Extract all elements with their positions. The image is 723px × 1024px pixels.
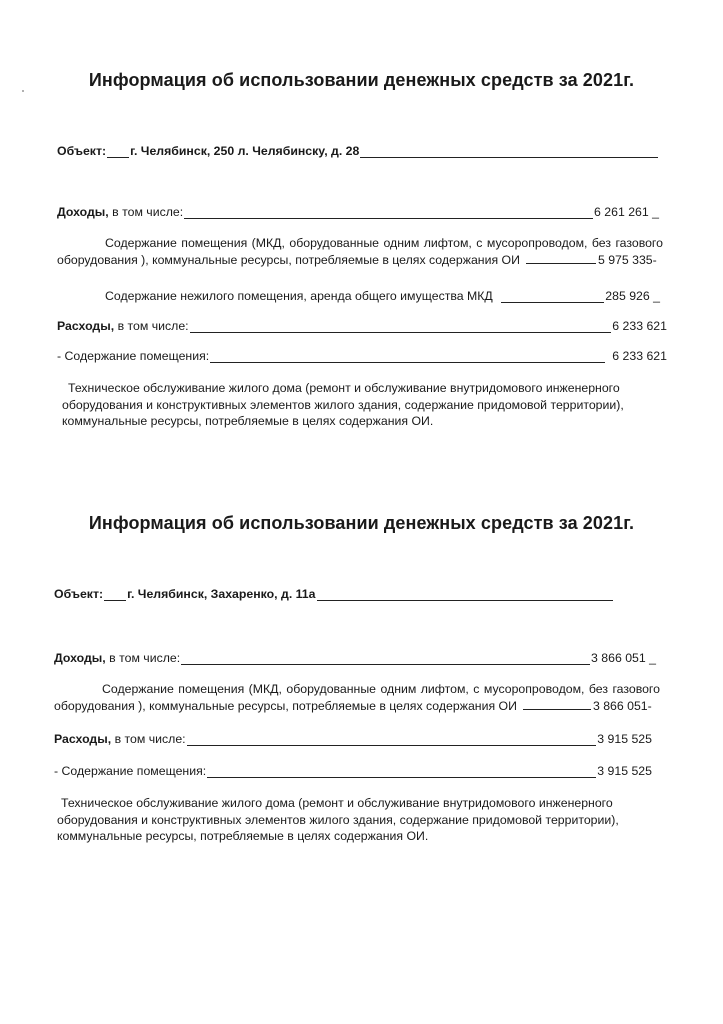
section-2-maint-row — [54, 763, 652, 780]
section-2-income-row — [54, 650, 656, 667]
section-1-item-1 — [57, 235, 663, 268]
underline — [317, 588, 614, 601]
maint-label: - Содержание помещения: — [54, 764, 207, 778]
section-1-expense-row — [57, 318, 667, 335]
section-2-object-row — [54, 586, 614, 603]
underline — [360, 145, 658, 158]
section-1-item-2 — [105, 288, 660, 305]
object-label: Объект: — [57, 144, 107, 158]
underline — [181, 652, 590, 665]
underline — [104, 588, 126, 601]
expense-label: Расходы, — [57, 319, 115, 333]
underline — [190, 320, 612, 333]
maint-value: 6 233 621 — [612, 349, 667, 363]
underline — [207, 765, 596, 778]
income-suffix: в том числе: — [109, 651, 181, 665]
income-label: Доходы, — [57, 205, 109, 219]
section-1-title: Информация об использовании денежных средств за 2021г. — [88, 70, 635, 90]
section-1-object-row — [57, 143, 659, 160]
underline — [523, 699, 591, 710]
expense-value: 3 915 525 — [597, 732, 652, 746]
object-value: г. Челябинск, 250 л. Челябинску, д. 28 — [130, 144, 360, 158]
item-2-text: Содержание нежилого помещения, аренда общего имущества МКД — [105, 289, 493, 303]
expense-suffix: в том числе: — [114, 732, 186, 746]
underline — [187, 733, 597, 746]
income-value: 6 261 261 _ — [594, 205, 659, 219]
section-2-title: Информация об использовании денежных средств за 2021г. — [88, 513, 635, 533]
item-2-value: 285 926 _ — [605, 289, 660, 303]
underline — [526, 253, 596, 264]
maint-value: 3 915 525 — [597, 764, 652, 778]
object-label: Объект: — [54, 587, 104, 601]
item-1-value: 3 866 051- — [592, 698, 652, 713]
income-suffix: в том числе: — [112, 205, 184, 219]
item-1-text: Содержание помещения (МКД, оборудованные одним лифтом, с мусоропроводом, без газового оборудования ), коммунальные ресурсы, потребляемые в целях содержания ОИ — [57, 236, 663, 267]
underline — [501, 290, 605, 303]
section-2-description: Техническое обслуживание жилого дома (ремонт и обслуживание внутридомового инженерного оборудования и конструктивных элементов жилого здания, содержание придомовой территории), коммунальные ресурсы, потребляемые в целях содержания ОИ. — [57, 796, 619, 844]
section-2-item-1 — [54, 681, 660, 714]
income-value: 3 866 051 _ — [591, 651, 656, 665]
expense-value: 6 233 621 — [612, 319, 667, 333]
section-1-maint-row — [57, 348, 667, 365]
income-label: Доходы, — [54, 651, 106, 665]
underline — [107, 145, 129, 158]
maint-label: - Содержание помещения: — [57, 349, 210, 363]
expense-label: Расходы, — [54, 732, 112, 746]
section-1-income-row — [57, 204, 659, 221]
section-1-description: Техническое обслуживание жилого дома (ремонт и обслуживание внутридомового инженерного оборудования и конструктивных элементов жилого здания, содержание придомовой территории), коммунальные ресурсы, потребляемые в целях содержания ОИ. — [62, 381, 624, 429]
item-1-text: Содержание помещения (МКД, оборудованные одним лифтом, с мусоропроводом, без газового оборудования ), коммунальные ресурсы, потребляемые в целях содержания ОИ — [54, 682, 660, 713]
expense-suffix: в том числе: — [117, 319, 189, 333]
item-1-value: 5 975 335- — [597, 252, 657, 267]
underline — [184, 206, 593, 219]
underline — [210, 350, 605, 363]
section-2-expense-row — [54, 731, 652, 748]
object-value: г. Челябинск, Захаренко, д. 11а — [127, 587, 316, 601]
